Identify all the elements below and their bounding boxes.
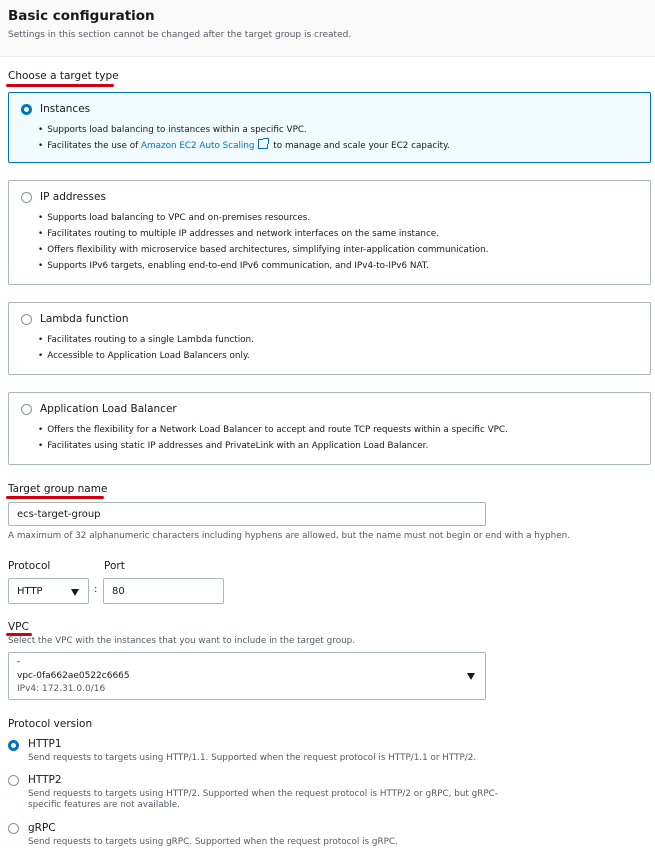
option-bullets — [47, 122, 450, 154]
target-type-option-ip-addresses[interactable] — [8, 180, 651, 285]
protocol-version-http1-description: Send requests to targets using HTTP/1.1. Supported when the request protocol is HTTP/1.1 or HTTP/2. — [28, 753, 477, 763]
radio-http1[interactable] — [8, 740, 19, 751]
target-group-name-label: Target group name — [8, 483, 108, 495]
vpc-name: - — [17, 657, 21, 667]
section-description: Settings in this section cannot be changed after the target group is created. — [8, 30, 352, 40]
bullet-item: • Supports load balancing to instances within a specific VPC. — [47, 122, 450, 138]
target-type-option-lambda[interactable] — [8, 302, 651, 375]
radio-instances[interactable] — [21, 104, 32, 115]
bullet-item: • Facilitates using static IP addresses and PrivateLink with an Application Load Balancer. — [47, 438, 508, 454]
annotation-underline-target-type — [6, 84, 114, 87]
radio-grpc[interactable] — [8, 823, 19, 834]
bullet-text: Facilitates the use of — [47, 141, 141, 151]
target-group-name-input[interactable] — [8, 502, 486, 526]
bullet-item: • Facilitates routing to a single Lambda function. — [47, 332, 254, 348]
vpc-hint: Select the VPC with the instances that you want to include in the target group. — [8, 636, 356, 646]
port-label: Port — [104, 560, 125, 572]
protocol-version-label: Protocol version — [8, 718, 93, 730]
section-header — [0, 0, 655, 57]
option-title: IP addresses — [40, 191, 106, 203]
radio-alb[interactable] — [21, 404, 32, 415]
option-title: Lambda function — [40, 313, 129, 325]
port-input[interactable] — [103, 578, 224, 604]
vpc-select[interactable] — [8, 652, 486, 700]
section-title: Basic configuration — [8, 8, 155, 24]
protocol-version-http2-title: HTTP2 — [28, 774, 62, 786]
target-type-option-instances[interactable] — [8, 92, 651, 163]
external-link-icon — [258, 139, 268, 149]
option-bullets — [47, 332, 254, 364]
option-title: Instances — [40, 103, 91, 115]
protocol-version-http1-title: HTTP1 — [28, 738, 62, 750]
vpc-cidr: IPv4: 172.31.0.0/16 — [17, 684, 106, 694]
vpc-label: VPC — [8, 621, 29, 633]
bullet-item — [47, 138, 450, 154]
protocol-select[interactable] — [8, 578, 89, 604]
option-title: Application Load Balancer — [40, 403, 177, 415]
option-bullets — [47, 422, 508, 454]
radio-ip-addresses[interactable] — [21, 192, 32, 203]
protocol-version-grpc-title: gRPC — [28, 822, 56, 834]
bullet-item: • Supports IPv6 targets, enabling end-to-end IPv6 communication, and IPv4-to-IPv6 NAT. — [47, 258, 488, 274]
protocol-port-separator: : — [94, 584, 98, 595]
annotation-underline-target-group-name — [6, 496, 104, 499]
vpc-id: vpc-0fa662ae0522c6665 — [17, 671, 130, 681]
protocol-value: HTTP — [17, 586, 43, 597]
caret-down-icon — [71, 589, 79, 596]
radio-lambda[interactable] — [21, 314, 32, 325]
bullet-text: to manage and scale your EC2 capacity. — [270, 141, 450, 151]
target-group-name-hint: A maximum of 32 alphanumeric characters including hyphens are allowed, but the name must not begin or end with a hyphen. — [8, 531, 571, 541]
caret-down-icon — [467, 673, 475, 680]
bullet-item: • Offers flexibility with microservice based architectures, simplifying inter-application communication. — [47, 242, 488, 258]
protocol-label: Protocol — [8, 560, 51, 572]
target-type-label: Choose a target type — [8, 70, 119, 82]
protocol-version-http2-description: Send requests to targets using HTTP/2. Supported when the request protocol is HTTP/2 or gRPC, but gRPC-specific features are not available. — [28, 789, 498, 810]
option-bullets — [47, 210, 488, 274]
bullet-item: • Facilitates routing to multiple IP addresses and network interfaces on the same instance. — [47, 226, 488, 242]
bullet-item: • Offers the flexibility for a Network Load Balancer to accept and route TCP requests within a specific VPC. — [47, 422, 508, 438]
bullet-item: • Accessible to Application Load Balancers only. — [47, 348, 254, 364]
bullet-item: • Supports load balancing to VPC and on-premises resources. — [47, 210, 488, 226]
radio-http2[interactable] — [8, 775, 19, 786]
target-type-option-alb[interactable] — [8, 392, 651, 465]
protocol-version-grpc-description: Send requests to targets using gRPC. Supported when the request protocol is gRPC. — [28, 837, 398, 847]
ec2-auto-scaling-link[interactable]: Amazon EC2 Auto Scaling — [140, 141, 255, 151]
